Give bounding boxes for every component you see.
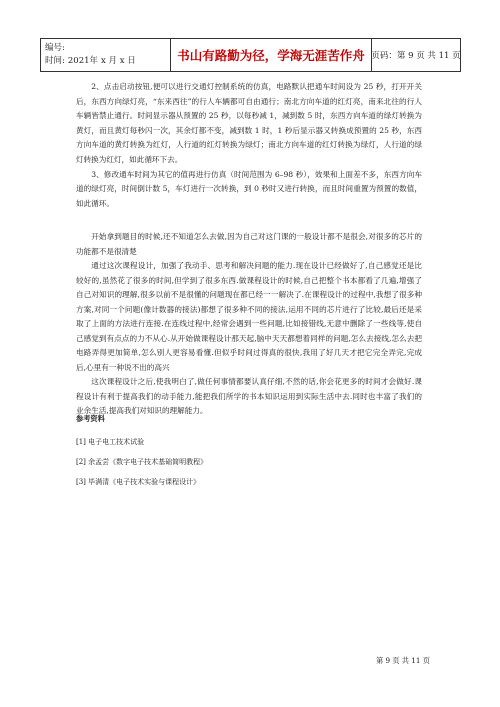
- time-row: [45, 55, 166, 68]
- references-section: [76, 414, 422, 497]
- reflection-section: [76, 230, 422, 419]
- references-title: 参考资料: [76, 414, 105, 423]
- paragraph-step-2: 2、点击启动按钮,便可以进行交通灯控制系统的仿真，电路默认把通车时间设为 25 秒，打开开关后，东西方向绿灯亮，“东来西往”的行人车辆都可自由通行；南北方向车道的红灯亮，南来北往的行人车辆皆禁止通行。时间显示器从预置的 25 秒，以每秒减 1，减到数 5 时，东西方向车道的绿灯转换为黄灯，而且黄灯每秒闪一次，其余灯都不变，减到数 1 时，1 秒后显示器又转换成预置的 25 秒，东西方向车道的黄灯转换为红灯，人行道的红灯转换为绿灯；南北方向车道的红灯转换为绿灯，人行道的绿灯转换为红灯，如此循环下去。: [76, 82, 422, 164]
- reference-item: [1] 电子电工技术试验: [76, 438, 145, 446]
- paragraph-step-3: 3、修改通车时间为其它的值再进行仿真（时间范围为 6–98 秒），效果和上面差不多，东西方向车道的绿灯亮，时间倒计数 5，车灯进行一次转换，到 0 秒时又进行转换，而且时间重置为预置的数值，如此循环。: [76, 169, 422, 208]
- reference-item: [2] 余孟尝《数字电子技术基础简明教程》: [76, 458, 208, 466]
- footer-page-number: 第 9 页 共 11 页: [376, 656, 430, 665]
- simulation-steps: [76, 80, 422, 211]
- header-page-cell: [372, 39, 460, 71]
- paragraph-intro: 开始拿到题目的时候,还不知道怎么去做,因为自己对这门课的一般设计都不是很会,对很多的芯片的功能都不是很清楚: [76, 232, 422, 256]
- header-slogan: 书山有路勤为径，学海无涯苦作舟: [171, 39, 372, 71]
- paragraph-experience: 通过这次课程设计，加强了我动手、思考和解决问题的能力.现在设计已经做好了,自己感觉还是比较好的,虽然花了很多的时间,但学到了很多东西.做课程设计的时候,自己把整个书本都看了几遍,增强了自己对知识的理解,很多以前不是很懂的问题现在都已经一一解决了.在课程设计的过程中,我想了很多种方案,对同一个问题(像计数器的接法)都想了很多种不同的接法,运用不同的芯片进行了比较,最后还是采取了上面的方法进行连接.在连线过程中,经常会遇到一些问题,比如接错线,无意中删除了一些线等,使自己感觉到有点点的力不从心.从开始做课程设计那天起,脑中天天都想着同样的问题,怎么去接线,怎么去把电路弄得更加简单,怎么别人更容易看懂.但似乎时间过得真的很快,我用了好几天才把它完全弄完,完成后,心里有一种说不出的高兴: [76, 261, 422, 372]
- code-label: 编号:: [45, 43, 65, 53]
- paragraph-conclusion: 这次课程设计之后,使我明白了,做任何事情都要认真仔细,不然的话,你会花更多的时间才会做好.课程设计有利于提高我们的动手能力,能把我们所学的书本知识运用到实际生活中去.同时也丰富了我们的业余生活,提高我们对知识的理解能力。: [76, 377, 422, 415]
- header-left-cell: [41, 39, 171, 71]
- time-year: 2021年: [67, 56, 99, 66]
- time-month: x 月 x 日: [101, 56, 136, 66]
- page-header: [40, 38, 461, 72]
- time-label: 时间:: [45, 56, 65, 66]
- reference-item: [3] 毕满清《电子技术实验与课程设计》: [76, 478, 201, 486]
- page-label: 页码：: [371, 51, 397, 61]
- page-number: 第 9 页 共 11 页: [396, 51, 461, 61]
